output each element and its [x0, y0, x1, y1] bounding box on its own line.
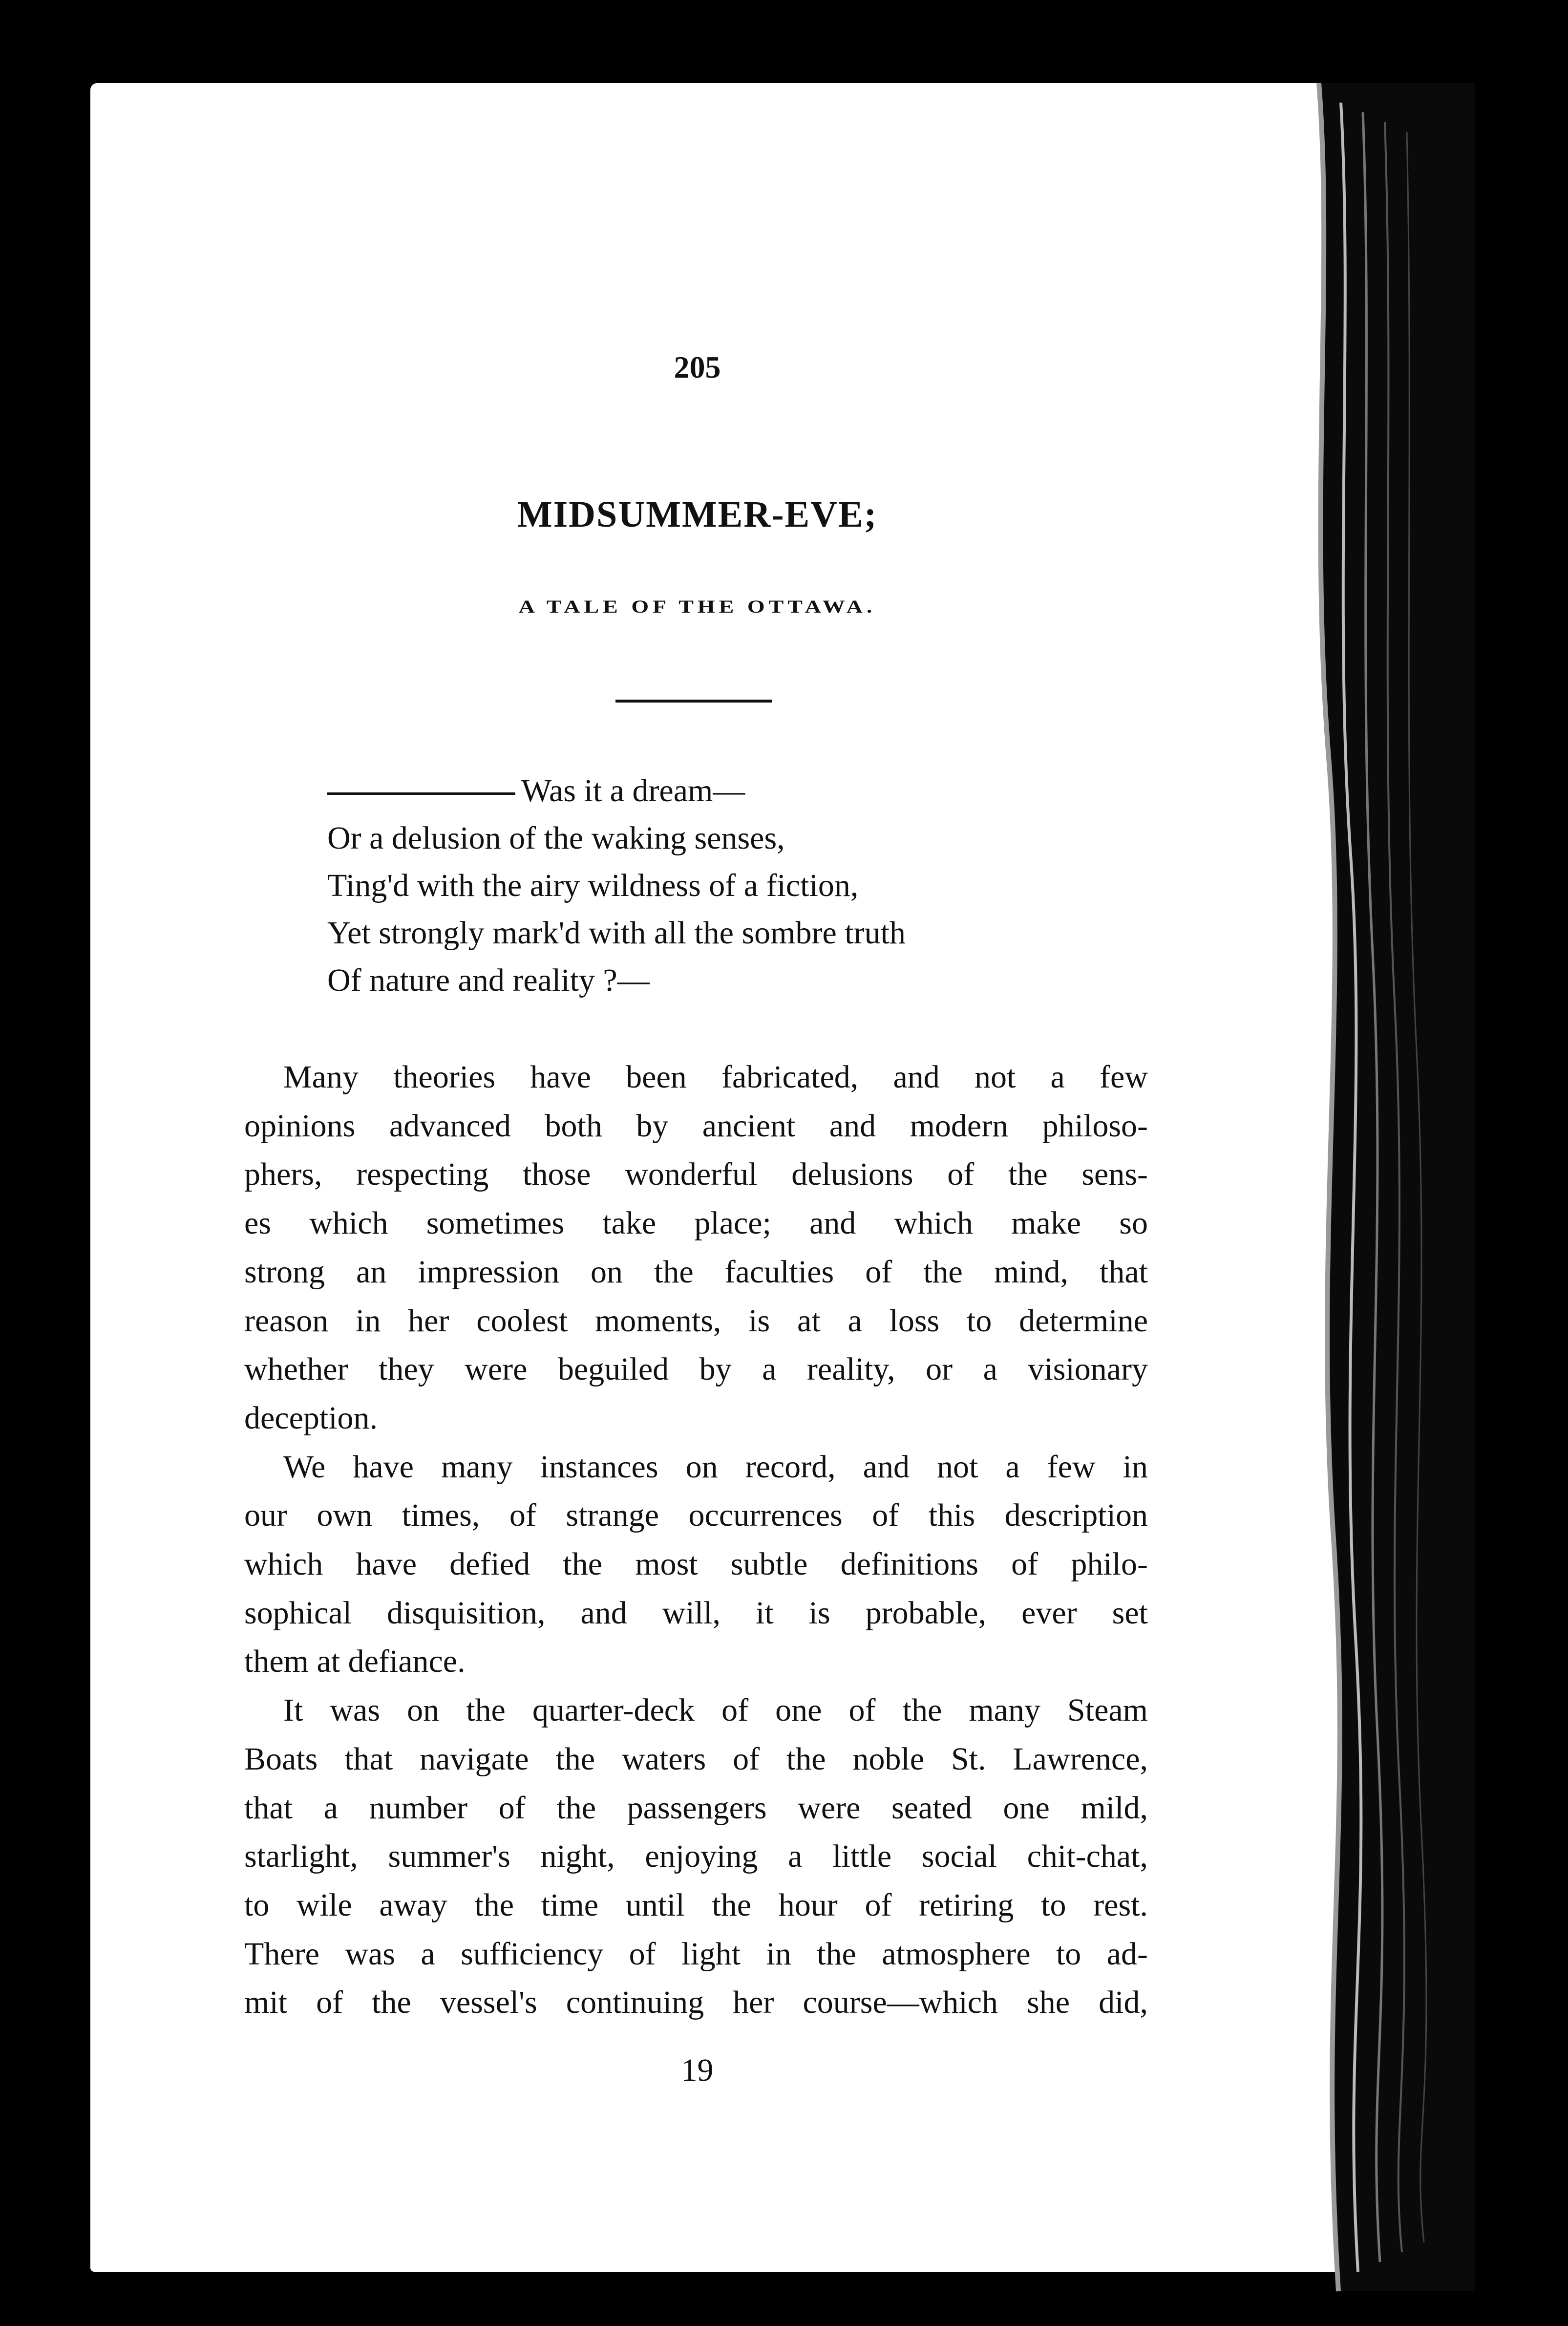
epigraph-line: Of nature and reality ?— — [327, 962, 650, 998]
title-rule — [615, 700, 772, 703]
epigraph-line: Ting'd with the airy wildness of a fiction, — [327, 868, 859, 903]
text-line: sophical disquisition, and will, it is probable, ever set — [244, 1595, 1148, 1631]
chapter-subtitle: A TALE OF THE OTTAWA. — [518, 597, 876, 617]
text-line: It was on the quarter-deck of one of the many Steam — [283, 1692, 1148, 1728]
epigraph — [327, 767, 906, 1004]
text-line: Many theories have been fabricated, and not a few — [283, 1059, 1148, 1095]
page-number: 205 — [674, 350, 721, 384]
paragraph — [244, 1443, 1148, 1686]
text-line: our own times, of strange occurrences of this description — [244, 1497, 1148, 1534]
text-line: Boats that navigate the waters of the noble St. Lawrence, — [244, 1741, 1148, 1777]
epigraph-line: Or a delusion of the waking senses, — [327, 820, 785, 856]
text-line: that a number of the passengers were seated one mild, — [244, 1790, 1148, 1826]
body-text — [244, 1053, 1148, 2027]
text-line: reason in her coolest moments, is at a loss to determine — [244, 1302, 1148, 1339]
chapter-title: MIDSUMMER-EVE; — [517, 494, 878, 535]
text-line: strong an impression on the faculties of the mind, that — [244, 1254, 1148, 1290]
text-line: es which sometimes take place; and which make so — [244, 1205, 1148, 1241]
text-line: deception. — [244, 1400, 378, 1436]
paragraph — [244, 1053, 1148, 1443]
text-line: opinions advanced both by ancient and modern philoso- — [244, 1108, 1148, 1144]
paper-sheet — [90, 83, 1448, 2272]
text-line: which have defied the most subtle definitions of philo- — [244, 1546, 1148, 1582]
page-edge-shadow — [1299, 73, 1475, 2301]
text-line: phers, respecting those wonderful delusions of the sens- — [244, 1156, 1148, 1193]
epigraph-line: Yet strongly mark'd with all the sombre truth — [327, 915, 906, 951]
binding-gutter — [0, 83, 93, 2272]
text-line: whether they were beguiled by a reality, or a visionary — [244, 1351, 1148, 1387]
paragraph — [244, 1686, 1148, 2027]
text-line: to wile away the time until the hour of retiring to rest. — [244, 1887, 1148, 1923]
text-line: There was a sufficiency of light in the atmosphere to ad- — [244, 1936, 1148, 1972]
text-line: starlight, summer's night, enjoying a little social chit-chat, — [244, 1838, 1148, 1875]
epigraph-line: Was it a dream— — [327, 767, 906, 814]
signature-mark: 19 — [681, 2052, 714, 2088]
text-line: them at defiance. — [244, 1643, 466, 1680]
text-line: We have many instances on record, and not a few in — [283, 1449, 1148, 1485]
text-line: mit of the vessel's continuing her course—which she did, — [244, 1985, 1148, 2021]
